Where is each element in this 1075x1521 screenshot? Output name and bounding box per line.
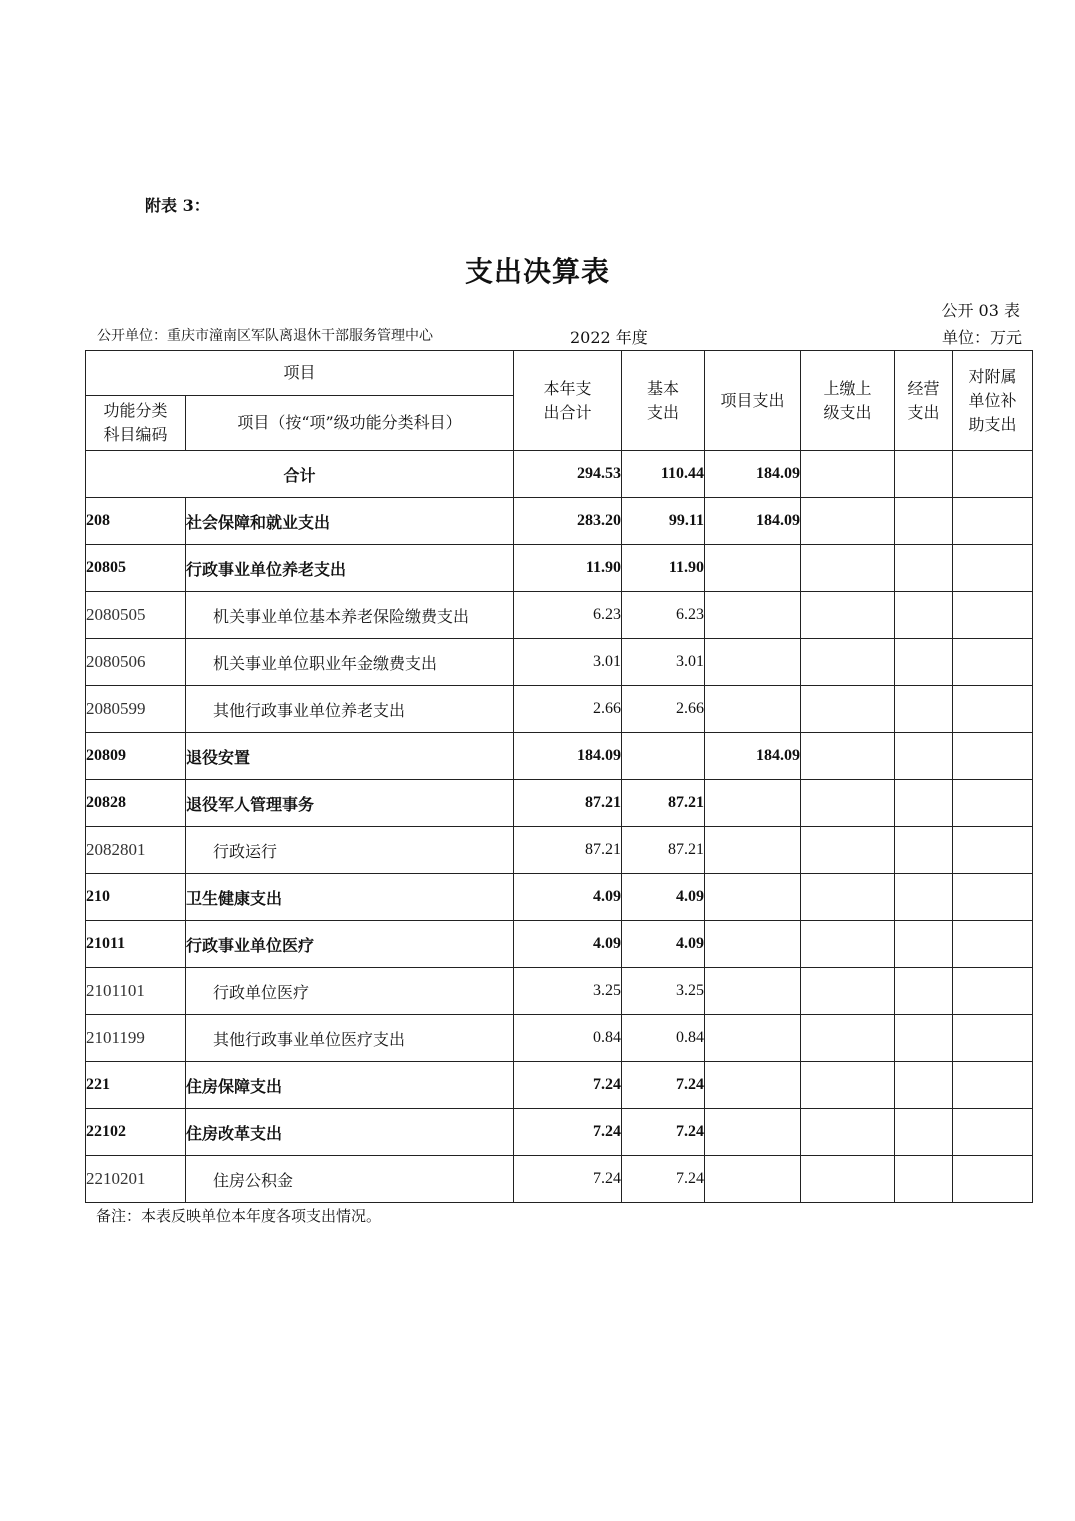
header-name: 项目（按“项”级功能分类科目） [186, 396, 514, 451]
footnote: 备注：本表反映单位本年度各项支出情况。 [96, 1207, 382, 1225]
total-row [86, 451, 1033, 498]
row-business [895, 1109, 953, 1156]
row-project [705, 921, 801, 968]
row-business [895, 780, 953, 827]
table-row [86, 1156, 1033, 1203]
row-basic: 3.01 [622, 639, 705, 686]
row-project: 184.09 [705, 733, 801, 780]
row-project [705, 1015, 801, 1062]
row-name: 卫生健康支出 [186, 874, 514, 921]
row-total: 4.09 [514, 874, 622, 921]
row-upper [801, 874, 895, 921]
header-row-1 [86, 351, 1033, 396]
row-project [705, 1156, 801, 1203]
table-row [86, 874, 1033, 921]
row-code: 2101101 [86, 968, 186, 1015]
row-subsidy [953, 639, 1033, 686]
row-name: 其他行政事业单位养老支出 [186, 686, 514, 733]
row-code: 20809 [86, 733, 186, 780]
row-upper [801, 1062, 895, 1109]
row-basic: 99.11 [622, 498, 705, 545]
table-row [86, 968, 1033, 1015]
row-name: 行政运行 [186, 827, 514, 874]
row-name: 社会保障和就业支出 [186, 498, 514, 545]
row-code: 210 [86, 874, 186, 921]
row-upper [801, 827, 895, 874]
row-subsidy [953, 921, 1033, 968]
row-basic: 0.84 [622, 1015, 705, 1062]
row-business [895, 1015, 953, 1062]
row-business [895, 545, 953, 592]
header-subsidy: 对附属单位补助支出 [953, 351, 1033, 451]
row-code: 20805 [86, 545, 186, 592]
row-upper [801, 780, 895, 827]
table-row [86, 733, 1033, 780]
row-basic: 7.24 [622, 1062, 705, 1109]
row-upper [801, 1156, 895, 1203]
header-total: 本年支出合计 [514, 351, 622, 451]
row-subsidy [953, 827, 1033, 874]
row-subsidy [953, 1156, 1033, 1203]
expenditure-table [85, 350, 1033, 1203]
row-total: 283.20 [514, 498, 622, 545]
row-total: 87.21 [514, 827, 622, 874]
row-upper [801, 498, 895, 545]
table-row [86, 780, 1033, 827]
row-subsidy [953, 780, 1033, 827]
row-project [705, 968, 801, 1015]
table-row [86, 921, 1033, 968]
row-name: 退役安置 [186, 733, 514, 780]
row-business [895, 874, 953, 921]
row-total: 87.21 [514, 780, 622, 827]
row-upper [801, 921, 895, 968]
row-subsidy [953, 733, 1033, 780]
row-code: 22102 [86, 1109, 186, 1156]
table-row [86, 639, 1033, 686]
row-code: 2080599 [86, 686, 186, 733]
header-code: 功能分类科目编码 [86, 396, 186, 451]
row-basic: 7.24 [622, 1109, 705, 1156]
row-subsidy [953, 686, 1033, 733]
row-subsidy [953, 1015, 1033, 1062]
row-business [895, 1062, 953, 1109]
table-row [86, 498, 1033, 545]
row-business [895, 639, 953, 686]
row-basic: 87.21 [622, 827, 705, 874]
row-project [705, 1062, 801, 1109]
row-business [895, 968, 953, 1015]
header-basic: 基本支出 [622, 351, 705, 451]
row-subsidy [953, 592, 1033, 639]
row-subsidy [953, 545, 1033, 592]
row-name: 住房改革支出 [186, 1109, 514, 1156]
row-name: 机关事业单位职业年金缴费支出 [186, 639, 514, 686]
header-project-expenditure: 项目支出 [705, 351, 801, 451]
row-code: 2101199 [86, 1015, 186, 1062]
report-meta [97, 325, 1022, 347]
row-code: 208 [86, 498, 186, 545]
table-row [86, 827, 1033, 874]
total-row-basic: 110.44 [622, 451, 705, 498]
money-unit: 单位：万元 [941, 328, 1022, 347]
row-name: 退役军人管理事务 [186, 780, 514, 827]
report-year: 2022 年度 [570, 328, 648, 347]
row-code: 21011 [86, 921, 186, 968]
row-name: 住房保障支出 [186, 1062, 514, 1109]
row-basic: 2.66 [622, 686, 705, 733]
total-row-total: 294.53 [514, 451, 622, 498]
row-code: 2210201 [86, 1156, 186, 1203]
row-upper [801, 733, 895, 780]
total-row-business [895, 451, 953, 498]
row-total: 4.09 [514, 921, 622, 968]
row-code: 2082801 [86, 827, 186, 874]
row-basic: 4.09 [622, 921, 705, 968]
row-upper [801, 1015, 895, 1062]
row-subsidy [953, 968, 1033, 1015]
row-business [895, 592, 953, 639]
table-row [86, 592, 1033, 639]
total-row-subsidy [953, 451, 1033, 498]
row-total: 7.24 [514, 1109, 622, 1156]
row-basic [622, 733, 705, 780]
row-business [895, 498, 953, 545]
row-project [705, 1109, 801, 1156]
row-name: 行政事业单位医疗 [186, 921, 514, 968]
header-project: 项目 [86, 351, 514, 396]
row-upper [801, 968, 895, 1015]
total-label: 合计 [86, 451, 514, 498]
row-name: 其他行政事业单位医疗支出 [186, 1015, 514, 1062]
row-basic: 11.90 [622, 545, 705, 592]
row-total: 7.24 [514, 1062, 622, 1109]
row-business [895, 686, 953, 733]
table-row [86, 1062, 1033, 1109]
total-row-project: 184.09 [705, 451, 801, 498]
row-total: 3.01 [514, 639, 622, 686]
row-subsidy [953, 498, 1033, 545]
page-title: 支出决算表 [464, 255, 610, 288]
table-row [86, 545, 1033, 592]
row-project [705, 780, 801, 827]
row-code: 20828 [86, 780, 186, 827]
row-name: 住房公积金 [186, 1156, 514, 1203]
row-name: 行政单位医疗 [186, 968, 514, 1015]
header-business: 经营支出 [895, 351, 953, 451]
row-project [705, 545, 801, 592]
row-basic: 6.23 [622, 592, 705, 639]
row-project: 184.09 [705, 498, 801, 545]
table-row [86, 686, 1033, 733]
row-total: 3.25 [514, 968, 622, 1015]
row-project [705, 827, 801, 874]
row-business [895, 921, 953, 968]
reporting-unit: 公开单位：重庆市潼南区军队离退休干部服务管理中心 [97, 328, 433, 344]
row-basic: 7.24 [622, 1156, 705, 1203]
row-total: 184.09 [514, 733, 622, 780]
row-total: 7.24 [514, 1156, 622, 1203]
row-basic: 87.21 [622, 780, 705, 827]
row-upper [801, 1109, 895, 1156]
row-subsidy [953, 874, 1033, 921]
row-name: 机关事业单位基本养老保险缴费支出 [186, 592, 514, 639]
row-total: 11.90 [514, 545, 622, 592]
row-upper [801, 686, 895, 733]
form-number: 公开 03 表 [941, 301, 1020, 320]
row-subsidy [953, 1062, 1033, 1109]
row-project [705, 686, 801, 733]
row-subsidy [953, 1109, 1033, 1156]
header-upper: 上缴上级支出 [801, 351, 895, 451]
row-business [895, 733, 953, 780]
table-row [86, 1109, 1033, 1156]
total-row-upper [801, 451, 895, 498]
row-total: 0.84 [514, 1015, 622, 1062]
row-name: 行政事业单位养老支出 [186, 545, 514, 592]
row-total: 2.66 [514, 686, 622, 733]
row-basic: 4.09 [622, 874, 705, 921]
row-project [705, 592, 801, 639]
row-upper [801, 545, 895, 592]
table-row [86, 1015, 1033, 1062]
row-project [705, 874, 801, 921]
row-upper [801, 592, 895, 639]
row-upper [801, 639, 895, 686]
row-code: 221 [86, 1062, 186, 1109]
row-business [895, 827, 953, 874]
row-project [705, 639, 801, 686]
row-code: 2080505 [86, 592, 186, 639]
row-code: 2080506 [86, 639, 186, 686]
row-basic: 3.25 [622, 968, 705, 1015]
row-total: 6.23 [514, 592, 622, 639]
appendix-label: 附表 3： [145, 196, 210, 215]
row-business [895, 1156, 953, 1203]
